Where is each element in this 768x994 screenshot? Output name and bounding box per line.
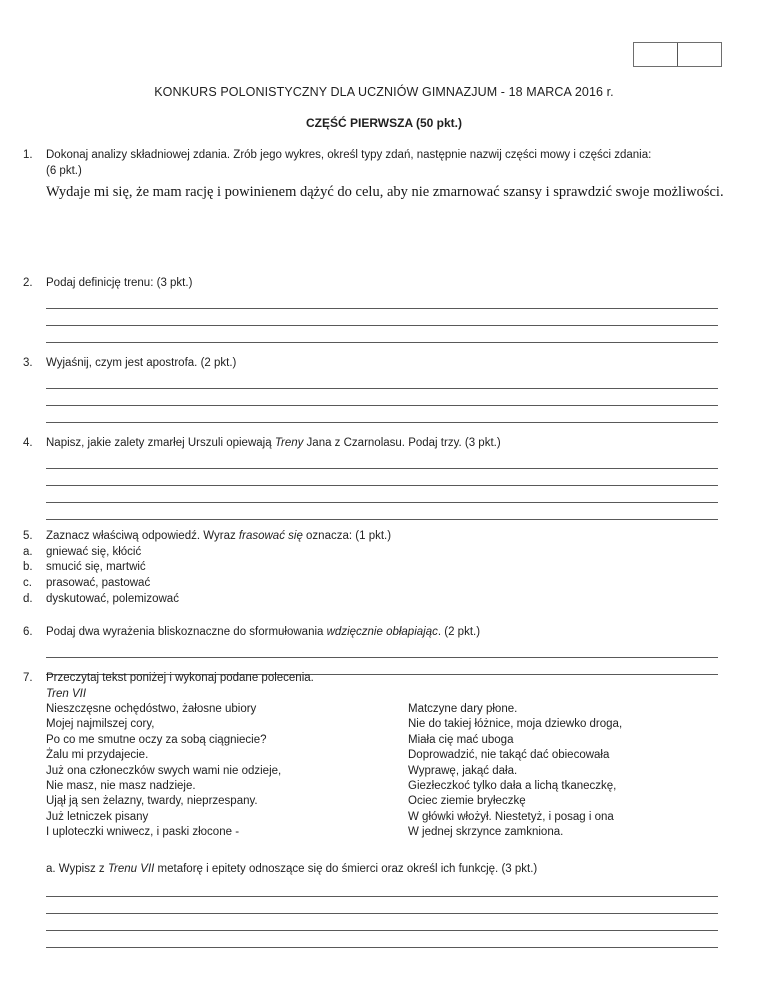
question-6-text-italic: wdzięcznie obłapiając xyxy=(326,626,438,638)
answer-line xyxy=(46,914,718,931)
poem-column-right xyxy=(408,702,731,841)
poem-line: Już ona członeczków swych wami nie odzieje, xyxy=(46,764,282,777)
question-2-number: 2. xyxy=(23,277,33,289)
option-a xyxy=(23,545,731,561)
poem-line: Po co me smutne oczy za sobą ciągniecie? xyxy=(46,733,267,746)
answer-line xyxy=(46,326,718,343)
question-4-text xyxy=(46,436,731,452)
option-d-letter: d. xyxy=(23,592,33,605)
question-7a-text-italic: Trenu VII xyxy=(107,863,155,875)
poem-line: Giezłeczkoć tylko dała a lichą tkaneczkę, xyxy=(408,780,617,793)
poem-line: Nieszczęsne ochędóstwo, żałosne ubiory xyxy=(46,703,257,715)
question-4-points: (3 pkt.) xyxy=(464,437,501,449)
question-3-number: 3. xyxy=(23,357,33,369)
question-2-text xyxy=(46,276,731,292)
answer-line xyxy=(46,292,718,309)
poem-line: Miała cię mać uboga xyxy=(408,733,514,746)
question-3-points: (2 pkt.) xyxy=(200,357,237,369)
question-6-text-prefix: Podaj dwa wyrażenia bliskoznaczne do sformułowania xyxy=(46,626,327,638)
poem-title: Tren VII xyxy=(46,687,87,700)
document-title: KONKURS POLONISTYCZNY DLA UCZNIÓW GIMNAZJUM - 18 MARCA 2016 r. xyxy=(154,85,614,99)
poem-line: Ociec ziemie bryłeczkę xyxy=(408,795,526,808)
answer-line xyxy=(46,931,718,948)
question-5 xyxy=(23,529,731,608)
answer-line xyxy=(46,641,718,658)
question-4-text-italic: Treny xyxy=(274,437,304,449)
document-subtitle: CZĘŚĆ PIERWSZA (50 pkt.) xyxy=(305,116,463,130)
question-6-number: 6. xyxy=(23,626,33,638)
question-1-number: 1. xyxy=(23,149,33,161)
question-4-text-prefix: Napisz, jakie zalety zmarłej Urszuli opiewają xyxy=(46,437,275,449)
poem-line: Żalu mi przydajecie. xyxy=(46,749,149,762)
poem-line: Wyprawę, jakąć dała. xyxy=(408,764,518,777)
option-b-letter: b. xyxy=(23,561,33,574)
poem-line: Ujął ją sen żelazny, twardy, nieprzespany. xyxy=(46,795,258,808)
question-3-answer-lines xyxy=(46,372,718,423)
poem xyxy=(46,702,731,841)
answer-line xyxy=(46,389,718,406)
option-a-letter: a. xyxy=(23,545,33,558)
answer-line xyxy=(46,469,718,486)
question-1-text xyxy=(46,148,731,179)
question-1 xyxy=(23,148,731,179)
option-c xyxy=(23,576,731,592)
question-5-text-suffix: oznacza: xyxy=(302,530,353,542)
option-b-text: smucić się, martwić xyxy=(46,561,146,574)
question-7a-points: (3 pkt.) xyxy=(501,863,538,875)
question-1-points: (6 pkt.) xyxy=(46,164,82,177)
answer-line xyxy=(46,486,718,503)
question-2-answer-lines xyxy=(46,292,718,343)
question-1-sentence: Wydaje mi się, że mam rację i powinienem dążyć do celu, aby nie zmarnować szansy i sprawdzić swoje możliwości. xyxy=(46,184,724,200)
question-5-points: (1 pkt.) xyxy=(355,530,392,542)
answer-line xyxy=(46,503,718,520)
answer-line xyxy=(46,372,718,389)
poem-line: Nie masz, nie masz nadzieje. xyxy=(46,780,196,793)
question-2 xyxy=(23,276,731,343)
option-d-text: dyskutować, polemizować xyxy=(46,592,179,605)
question-7a-text-suffix: metaforę i epitety odnoszące się do śmierci oraz określ ich funkcję. xyxy=(154,863,499,875)
question-4-text-suffix: Jana z Czarnolasu. Podaj trzy. xyxy=(303,437,462,449)
question-7a-answer-lines xyxy=(46,880,718,948)
question-6-text xyxy=(46,625,731,641)
score-box-cell-left xyxy=(634,43,678,66)
score-box xyxy=(633,42,722,67)
poem-line: Matczyne dary płone. xyxy=(408,703,518,715)
option-d xyxy=(23,592,731,608)
answer-line xyxy=(46,897,718,914)
poem-line: Nie do takiej łóżnice, moja dziewko droga, xyxy=(408,718,623,731)
poem-line: W jednej skrzynce zamkniona. xyxy=(408,826,564,839)
answer-line xyxy=(46,452,718,469)
score-box-cell-right xyxy=(678,43,721,66)
poem-line: W główki włożył. Niestetyż, i posag i ona xyxy=(408,810,614,823)
poem-line: Mojej najmilszej cory, xyxy=(46,718,155,731)
question-2-points: (3 pkt.) xyxy=(156,277,193,289)
poem-column-left xyxy=(46,702,408,841)
question-7a-text xyxy=(46,862,731,878)
answer-line xyxy=(46,406,718,423)
question-3-text-body: Wyjaśnij, czym jest apostrofa. xyxy=(46,357,198,369)
question-1-text-body: Dokonaj analizy składniowej zdania. Zrób jego wykres, określ typy zdań, następnie nazwij części mowy i części zdania: xyxy=(46,149,652,161)
question-6-points: (2 pkt.) xyxy=(444,626,481,638)
question-7 xyxy=(23,671,731,841)
question-5-text-prefix: Zaznacz właściwą odpowiedź. Wyraz xyxy=(46,530,239,542)
question-3-text xyxy=(46,356,731,372)
question-4-answer-lines xyxy=(46,452,718,520)
option-b xyxy=(23,560,731,576)
question-6-text-suffix: . xyxy=(437,626,442,638)
question-2-text-body: Podaj definicję trenu: xyxy=(46,277,154,289)
question-6-answer-lines xyxy=(46,641,718,675)
option-c-letter: c. xyxy=(23,577,32,590)
question-4 xyxy=(23,436,731,520)
question-4-number: 4. xyxy=(23,437,33,449)
option-c-text: prasować, pastować xyxy=(46,577,151,590)
question-7-number: 7. xyxy=(23,672,33,684)
option-a-text: gniewać się, kłócić xyxy=(46,545,142,558)
poem-line: Doprowadzić, nie takąć dać obiecowała xyxy=(408,749,610,762)
question-7a xyxy=(23,862,731,948)
poem-line: I uploteczki wniwecz, i paski złocone - xyxy=(46,826,240,839)
answer-line xyxy=(46,309,718,326)
question-7-text: Przeczytaj tekst poniżej i wykonaj podane polecenia. xyxy=(46,672,314,684)
question-7a-text-prefix: a. Wypisz z xyxy=(46,863,108,875)
question-5-text xyxy=(46,529,731,545)
question-3 xyxy=(23,356,731,423)
question-5-number: 5. xyxy=(23,530,33,542)
question-6 xyxy=(23,625,731,675)
question-5-text-italic: frasować się xyxy=(238,530,303,542)
answer-line xyxy=(46,880,718,897)
poem-line: Już letniczek pisany xyxy=(46,810,149,823)
